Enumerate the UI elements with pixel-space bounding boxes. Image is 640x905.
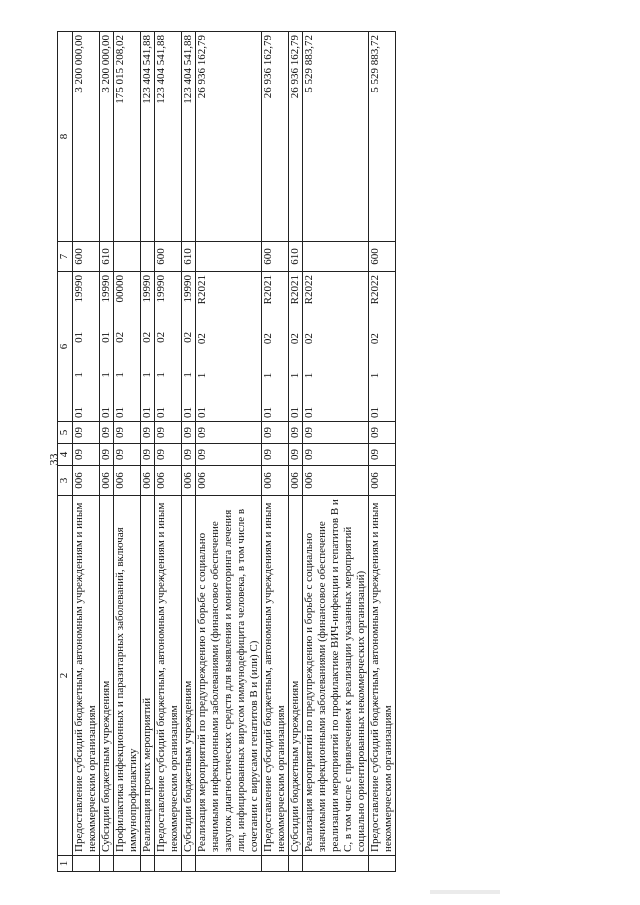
csr-part: 01 xyxy=(100,407,112,418)
csr-code xyxy=(196,275,209,418)
cell-col-1 xyxy=(141,856,155,872)
csr-code xyxy=(141,275,154,418)
table-row xyxy=(182,32,196,872)
csr-part: 02 xyxy=(289,333,301,345)
cell-col-1 xyxy=(100,856,114,872)
cell-col-1 xyxy=(262,856,289,872)
csr-code xyxy=(303,275,316,418)
cell-name: Предоставление субсидий бюджетным, автономным учреждениям и иным некоммерческим организациям xyxy=(155,496,182,856)
cell-vr: 600 xyxy=(73,242,100,272)
table-row xyxy=(73,32,100,872)
csr-code xyxy=(155,275,168,418)
csr-part: 1 xyxy=(73,372,85,378)
csr-part: 19990 xyxy=(155,275,167,303)
csr-part: 1 xyxy=(289,372,301,379)
cell-pr: 09 xyxy=(289,422,303,444)
csr-code xyxy=(289,275,302,418)
cell-pr: 09 xyxy=(262,422,289,444)
header-row xyxy=(58,32,73,872)
cell-grbs: 006 xyxy=(100,466,114,496)
csr-part: 1 xyxy=(155,372,167,378)
cell-rz: 09 xyxy=(155,444,182,466)
csr-part: 01 xyxy=(182,407,194,418)
page-number: 33 xyxy=(46,453,61,466)
cell-grbs: 006 xyxy=(369,466,396,496)
cell-col-1 xyxy=(73,856,100,872)
cell-grbs: 006 xyxy=(141,466,155,496)
csr-part: 1 xyxy=(182,372,194,378)
csr-part: 01 xyxy=(100,331,112,343)
cell-name: Реализация прочих мероприятий xyxy=(141,496,155,856)
cell-grbs: 006 xyxy=(303,466,369,496)
csr-part: 01 xyxy=(196,407,208,418)
cell-csr xyxy=(141,272,155,422)
header-col-4: 4 xyxy=(58,444,73,466)
cell-vr: 600 xyxy=(262,242,289,272)
csr-part: 01 xyxy=(73,331,85,343)
csr-part: R2022 xyxy=(369,275,381,305)
cell-rz: 09 xyxy=(289,444,303,466)
table-row xyxy=(369,32,396,872)
csr-part: 02 xyxy=(114,331,126,343)
cell-name: Предоставление субсидий бюджетным, автономным учреждениям и иным некоммерческим организациям xyxy=(262,496,289,856)
cell-csr xyxy=(73,272,100,422)
table-row xyxy=(289,32,303,872)
csr-part: 02 xyxy=(182,331,194,343)
csr-code xyxy=(100,275,113,418)
csr-part: 19990 xyxy=(100,275,112,303)
csr-part: 1 xyxy=(100,372,112,378)
csr-part: 1 xyxy=(369,372,381,379)
cell-vr xyxy=(141,242,155,272)
cell-sum: 26 936 162,79 xyxy=(196,32,262,242)
rotated-table-container xyxy=(57,32,601,872)
cell-sum: 5 529 883,72 xyxy=(369,32,396,242)
cell-csr xyxy=(155,272,182,422)
cell-col-1 xyxy=(196,856,262,872)
csr-part: 1 xyxy=(262,372,274,379)
cell-pr: 09 xyxy=(114,422,141,444)
cell-vr: 600 xyxy=(155,242,182,272)
csr-part: 01 xyxy=(73,407,85,418)
cell-grbs: 006 xyxy=(73,466,100,496)
csr-part: 1 xyxy=(196,372,208,379)
cell-rz: 09 xyxy=(196,444,262,466)
csr-part: 19990 xyxy=(73,275,85,303)
cell-pr: 09 xyxy=(100,422,114,444)
table-row xyxy=(262,32,289,872)
cell-pr: 09 xyxy=(141,422,155,444)
table-row xyxy=(155,32,182,872)
cell-pr: 09 xyxy=(182,422,196,444)
cell-rz: 09 xyxy=(369,444,396,466)
cell-grbs: 006 xyxy=(262,466,289,496)
csr-part: R2021 xyxy=(262,275,274,305)
cell-name: Реализация мероприятий по предупреждению и борьбе с социально значимыми инфекционными заболеваниями (финансовое обеспечение реализации мероприятий по профилактике ВИЧ-инфекции и гепатитов B и C, в том числе с привлечением к реализации указанных мероприятий социально ориентированных некоммерческих организаций) xyxy=(303,496,369,856)
cell-vr xyxy=(114,242,141,272)
cell-vr: 610 xyxy=(100,242,114,272)
cell-vr: 610 xyxy=(182,242,196,272)
cell-name: Субсидии бюджетным учреждениям xyxy=(289,496,303,856)
cell-pr: 09 xyxy=(369,422,396,444)
csr-part: 00000 xyxy=(114,275,126,303)
csr-part: 02 xyxy=(303,333,315,345)
csr-part: 01 xyxy=(289,407,301,418)
cell-csr xyxy=(114,272,141,422)
cell-vr: 600 xyxy=(369,242,396,272)
cell-pr: 09 xyxy=(155,422,182,444)
csr-part: R2021 xyxy=(289,275,301,305)
csr-code xyxy=(369,275,382,418)
csr-part: 1 xyxy=(114,372,126,378)
csr-code xyxy=(114,275,127,418)
cell-csr xyxy=(369,272,396,422)
csr-part: 01 xyxy=(369,407,381,418)
header-col-1: 1 xyxy=(58,856,73,872)
cell-sum: 175 015 208,02 xyxy=(114,32,141,242)
csr-code xyxy=(262,275,275,418)
cell-pr: 09 xyxy=(196,422,262,444)
csr-part: 02 xyxy=(155,331,167,343)
cell-csr xyxy=(289,272,303,422)
cell-col-1 xyxy=(303,856,369,872)
cell-pr: 09 xyxy=(303,422,369,444)
header-col-7: 7 xyxy=(58,242,73,272)
csr-part: R2022 xyxy=(303,275,315,305)
cell-name: Предоставление субсидий бюджетным, автономным учреждениям и иным некоммерческим организациям xyxy=(369,496,396,856)
cell-sum: 26 936 162,79 xyxy=(262,32,289,242)
cell-rz: 09 xyxy=(262,444,289,466)
header-col-6: 6 xyxy=(58,272,73,422)
csr-code xyxy=(73,275,86,418)
header-col-3: 3 xyxy=(58,466,73,496)
cell-rz: 09 xyxy=(100,444,114,466)
cell-col-1 xyxy=(114,856,141,872)
cell-sum: 3 200 000,00 xyxy=(100,32,114,242)
table-row xyxy=(303,32,369,872)
table-row xyxy=(141,32,155,872)
cell-grbs: 006 xyxy=(196,466,262,496)
csr-part: 19990 xyxy=(141,275,153,303)
budget-table xyxy=(57,31,396,872)
cell-csr xyxy=(196,272,262,422)
cell-sum: 5 529 883,72 xyxy=(303,32,369,242)
table-row xyxy=(114,32,141,872)
csr-part: 01 xyxy=(141,407,153,418)
csr-code xyxy=(182,275,195,418)
csr-part: 02 xyxy=(262,333,274,345)
cell-rz: 09 xyxy=(303,444,369,466)
csr-part: 1 xyxy=(141,372,153,378)
cell-col-1 xyxy=(155,856,182,872)
header-col-8: 8 xyxy=(58,32,73,242)
csr-part: 02 xyxy=(141,331,153,343)
cell-name: Профилактика инфекционных и паразитарных заболеваний, включая иммунопрофилактику xyxy=(114,496,141,856)
cell-sum: 123 404 541,88 xyxy=(182,32,196,242)
cell-name: Предоставление субсидий бюджетным, автономным учреждениям и иным некоммерческим организациям xyxy=(73,496,100,856)
header-col-5: 5 xyxy=(58,422,73,444)
cell-grbs: 006 xyxy=(182,466,196,496)
cell-grbs: 006 xyxy=(155,466,182,496)
cell-rz: 09 xyxy=(73,444,100,466)
cell-col-1 xyxy=(369,856,396,872)
cell-name: Реализация мероприятий по предупреждению и борьбе с социально значимыми инфекционными заболеваниями (финансовое обеспечение закупок диагностических средств для выявления и мониторинга лечения лиц, инфицированных вирусом иммунодефицита человека, в том числе в сочетании с вирусами гепатитов B и (или) C) xyxy=(196,496,262,856)
scan-artifact xyxy=(430,890,500,894)
header-col-2: 2 xyxy=(58,496,73,856)
cell-sum: 123 404 541,88 xyxy=(141,32,155,242)
csr-part: 01 xyxy=(262,407,274,418)
csr-part: 1 xyxy=(303,372,315,379)
cell-col-1 xyxy=(182,856,196,872)
cell-csr xyxy=(182,272,196,422)
cell-name: Субсидии бюджетным учреждениям xyxy=(100,496,114,856)
cell-sum: 3 200 000,00 xyxy=(73,32,100,242)
cell-csr xyxy=(100,272,114,422)
csr-part: R2021 xyxy=(196,275,208,305)
cell-grbs: 006 xyxy=(289,466,303,496)
cell-grbs: 006 xyxy=(114,466,141,496)
csr-part: 02 xyxy=(369,333,381,345)
table-row xyxy=(196,32,262,872)
cell-col-1 xyxy=(289,856,303,872)
csr-part: 19990 xyxy=(182,275,194,303)
cell-vr: 610 xyxy=(289,242,303,272)
csr-part: 01 xyxy=(155,407,167,418)
cell-csr xyxy=(303,272,369,422)
cell-sum: 123 404 541,88 xyxy=(155,32,182,242)
csr-part: 01 xyxy=(114,407,126,418)
cell-rz: 09 xyxy=(182,444,196,466)
csr-part: 01 xyxy=(303,407,315,418)
csr-part: 02 xyxy=(196,333,208,345)
cell-rz: 09 xyxy=(141,444,155,466)
cell-vr xyxy=(303,242,369,272)
cell-vr xyxy=(196,242,262,272)
cell-sum: 26 936 162,79 xyxy=(289,32,303,242)
cell-csr xyxy=(262,272,289,422)
table-row xyxy=(100,32,114,872)
cell-name: Субсидии бюджетным учреждениям xyxy=(182,496,196,856)
cell-rz: 09 xyxy=(114,444,141,466)
cell-pr: 09 xyxy=(73,422,100,444)
